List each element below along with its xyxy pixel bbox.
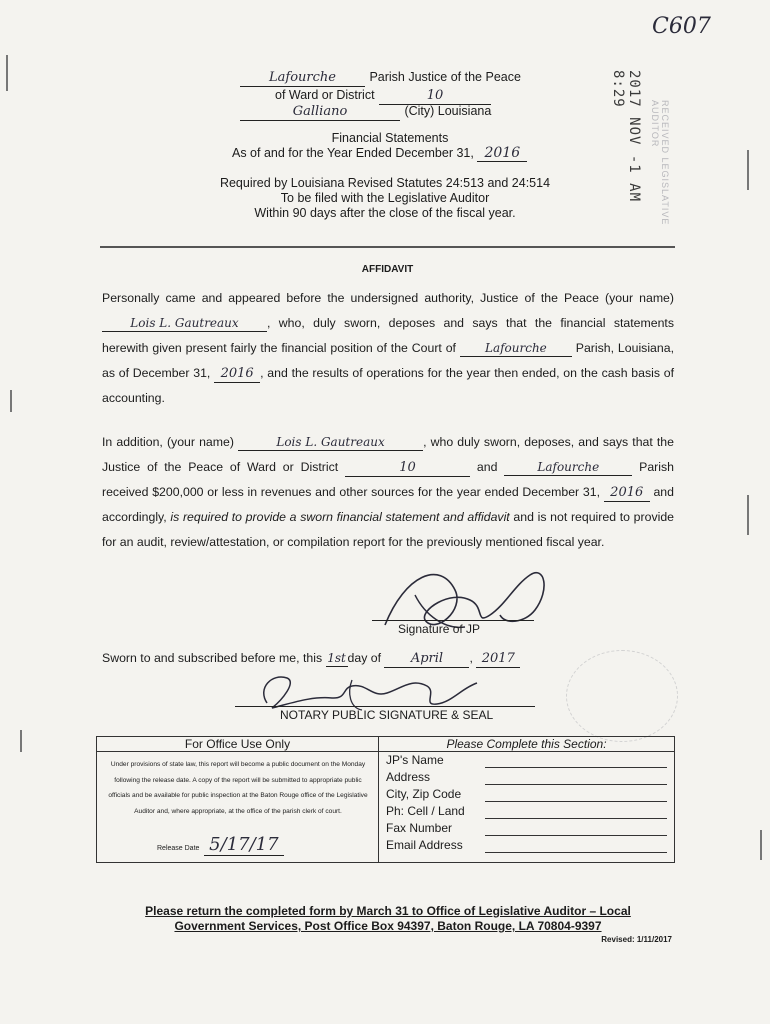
office-use-title: For Office Use Only bbox=[97, 737, 378, 752]
sworn-year-value: 2017 bbox=[476, 651, 520, 668]
address-label: Address bbox=[386, 770, 431, 784]
p2-ward-value: 10 bbox=[345, 460, 470, 477]
return-instructions bbox=[102, 904, 674, 934]
email-field[interactable] bbox=[485, 852, 667, 853]
p2-text-e: and accordingly, bbox=[102, 485, 674, 524]
requirement-filing: To be filed with the Legislative Auditor bbox=[280, 191, 490, 205]
address-field[interactable] bbox=[485, 784, 667, 785]
scan-edge-mark bbox=[6, 55, 8, 91]
revised-date: Revised: 1/11/2017 bbox=[601, 935, 672, 944]
complete-section-title: Please Complete this Section: bbox=[379, 737, 674, 752]
header-divider bbox=[100, 246, 675, 248]
sworn-line: Sworn to and subscribed before me, this 1st day of April , 2017 bbox=[102, 650, 582, 668]
p2-name-value: Lois L. Gautreaux bbox=[238, 434, 423, 451]
jp-name-field[interactable] bbox=[485, 767, 667, 768]
sworn-month-value: April bbox=[384, 651, 469, 668]
jp-signature-line bbox=[372, 620, 534, 621]
p1-text-d: and the results of operations for the year then ended, on the cash basis of accounting. bbox=[102, 366, 675, 405]
city-label: (City) Louisiana bbox=[404, 104, 492, 118]
affidavit-title: AFFIDAVIT bbox=[361, 264, 414, 275]
notary-signature-line bbox=[235, 706, 535, 707]
p1-text-a: Personally came and appeared before the undersigned authority, Justice of the Peace (your name) bbox=[102, 291, 674, 305]
fax-label: Fax Number bbox=[386, 821, 453, 835]
p1-text-c: Parish, Louisiana, as of December 31, bbox=[102, 341, 674, 380]
notary-label: NOTARY PUBLIC SIGNATURE & SEAL bbox=[280, 708, 494, 722]
p1-year-value: 2016 bbox=[214, 366, 260, 383]
scan-edge-mark bbox=[760, 830, 762, 860]
fax-field[interactable] bbox=[485, 835, 667, 836]
city-value: Galliano bbox=[240, 104, 400, 121]
sworn-day-value: 1st bbox=[327, 651, 346, 665]
p2-text-a: In addition, (your name) bbox=[102, 435, 234, 449]
sworn-text-b: day of bbox=[347, 651, 382, 665]
p2-parish-value: Lafourche bbox=[504, 459, 632, 476]
phone-field[interactable] bbox=[485, 818, 667, 819]
p1-court-value: Lafourche bbox=[460, 340, 572, 357]
city-zip-label: City, Zip Code bbox=[386, 787, 462, 801]
scan-edge-mark bbox=[20, 730, 22, 752]
statement-title: Financial Statements bbox=[331, 131, 449, 145]
scan-edge-mark bbox=[747, 495, 749, 535]
stamp-received: RECEIVED LEGISLATIVE AUDITOR bbox=[650, 100, 670, 226]
notary-seal bbox=[566, 650, 678, 742]
scan-edge-mark bbox=[10, 390, 12, 412]
sworn-text-a: Sworn to and subscribed before me, this bbox=[102, 651, 323, 665]
jp-name-label: JP's Name bbox=[386, 753, 444, 767]
parish-label: Parish Justice of the Peace bbox=[369, 70, 521, 84]
release-date-label: Release Date bbox=[157, 845, 200, 852]
year-value: 2016 bbox=[477, 145, 527, 162]
received-stamp bbox=[610, 70, 678, 240]
parish-value: Lafourche bbox=[240, 70, 365, 87]
p2-year-value: 2016 bbox=[604, 485, 650, 502]
scan-edge-mark bbox=[747, 150, 749, 190]
p2-text-f: and is not required to provide for an audit, review/attestation, or compilation report for the previously mentioned fiscal year. bbox=[102, 510, 675, 549]
email-label: Email Address bbox=[386, 838, 463, 852]
year-label: As of and for the Year Ended December 31, bbox=[232, 146, 474, 160]
p2-text-c: and bbox=[476, 460, 498, 474]
year-line bbox=[232, 145, 592, 162]
office-use-section bbox=[97, 737, 379, 862]
requirement-statute: Required by Louisiana Revised Statutes 24:513 and 24:514 bbox=[219, 176, 551, 190]
stamp-date: 2017 NOV -1 AM 8:29 bbox=[610, 70, 642, 203]
parish-line bbox=[240, 68, 540, 86]
return-instructions-line-1: Please return the completed form by March 31 to Office of Legislative Auditor – Local bbox=[145, 904, 631, 918]
requirement-deadline: Within 90 days after the close of the fiscal year. bbox=[254, 206, 516, 220]
office-use-box bbox=[96, 736, 675, 863]
p1-name-value: Lois L. Gautreaux bbox=[102, 315, 267, 332]
public-notice: Under provisions of state law, this report will become a public document on the Monday following the release date. A copy of the report will be submitted to appropriate public officials and be available for public inspection at the Baton Rouge office of the Legislative Auditor and, where appropriate, at the office of the parish clerk of court. bbox=[108, 761, 368, 815]
city-line bbox=[240, 102, 540, 120]
affidavit-paragraph-2: In addition, (your name) Lois L. Gautreaux , who duly sworn, deposes, and says that the Justice of the Peace of Ward or District 10 and Lafourche Parish received $200,000 or less in revenues and other sources for the year ended December 31, 2016 and accordingly, is required to provide a sworn financial statement and affidavit and is not required to provide for an audit, review/attestation, or compilation report for the previously mentioned fiscal year. bbox=[102, 435, 675, 549]
ward-label: of Ward or District bbox=[275, 88, 375, 102]
ward-value: 10 bbox=[379, 88, 491, 105]
release-date-row bbox=[157, 835, 357, 856]
city-zip-field[interactable] bbox=[485, 801, 667, 802]
p2-text-b: who duly sworn, deposes, and says that the Justice of the Peace of Ward or District bbox=[102, 435, 674, 474]
affidavit-paragraph-1: Personally came and appeared before the undersigned authority, Justice of the Peace (your name) Lois L. Gautreaux , who, duly sworn, deposes and says that the financial statements herewith given present fairly the financial position of the Court of Lafourche Parish, Louisiana, as of December 31, 2016 , and the results of operations for the year then ended, on the cash basis of accounting. bbox=[102, 291, 675, 405]
corner-mark: C607 bbox=[652, 14, 711, 39]
p2-emphasis: is required to provide a sworn financial statement and affidavit bbox=[170, 510, 510, 524]
jp-signature-label: Signature of JP bbox=[398, 622, 481, 636]
p2-text-d: Parish received $200,000 or less in revenues and other sources for the year ended December 31, bbox=[102, 460, 674, 499]
return-instructions-line-2: Government Services, Post Office Box 94397, Baton Rouge, LA 70804-9397 bbox=[174, 919, 602, 933]
phone-label: Ph: Cell / Land bbox=[386, 804, 465, 818]
release-date-value: 5/17/17 bbox=[204, 835, 284, 856]
p1-text-b: who, duly sworn, deposes and says that the financial statements herewith given present fairly the financial position of the Court of bbox=[102, 316, 674, 355]
